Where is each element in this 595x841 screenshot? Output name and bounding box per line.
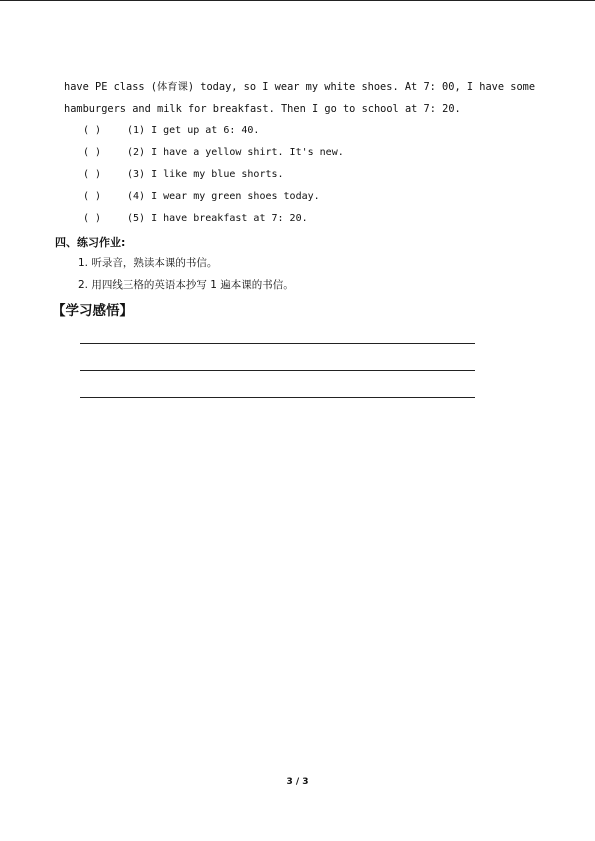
answer-blank[interactable]: ( )	[83, 191, 102, 202]
task-item-1: 1. 听录音，熟读本课的书信。	[78, 257, 218, 269]
exercise-item	[83, 212, 308, 226]
passage-line-2: hamburgers and milk for breakfast. Then I go to school at 7: 20.	[64, 103, 461, 115]
writing-line-3[interactable]	[80, 397, 475, 398]
exercise-item	[83, 124, 259, 138]
reflection-title: 【学习感悟】	[52, 303, 133, 319]
exercise-item-text: (2) I have a yellow shirt. It's new.	[127, 147, 344, 158]
page-top-rule	[0, 0, 595, 1]
exercise-item-text: (3) I like my blue shorts.	[127, 169, 284, 180]
section-4-title: 四、练习作业:	[55, 236, 126, 249]
exercise-item-text: (4) I wear my green shoes today.	[127, 191, 320, 202]
exercise-item	[83, 146, 344, 160]
answer-blank[interactable]: ( )	[83, 125, 102, 136]
exercise-item	[83, 190, 320, 204]
exercise-item	[83, 168, 284, 182]
exercise-item-text: (1) I get up at 6: 40.	[127, 125, 260, 136]
task-item-2: 2. 用四线三格的英语本抄写 1 遍本课的书信。	[78, 279, 294, 291]
answer-blank[interactable]: ( )	[83, 213, 102, 224]
answer-blank[interactable]: ( )	[83, 147, 102, 158]
writing-line-2[interactable]	[80, 370, 475, 371]
writing-line-1[interactable]	[80, 343, 475, 344]
exercise-item-text: (5) I have breakfast at 7: 20.	[127, 213, 308, 224]
passage-line-1: have PE class (体育课) today, so I wear my white shoes. At 7: 00, I have some	[64, 81, 536, 93]
answer-blank[interactable]: ( )	[83, 169, 102, 180]
page-number: 3 / 3	[286, 777, 309, 787]
